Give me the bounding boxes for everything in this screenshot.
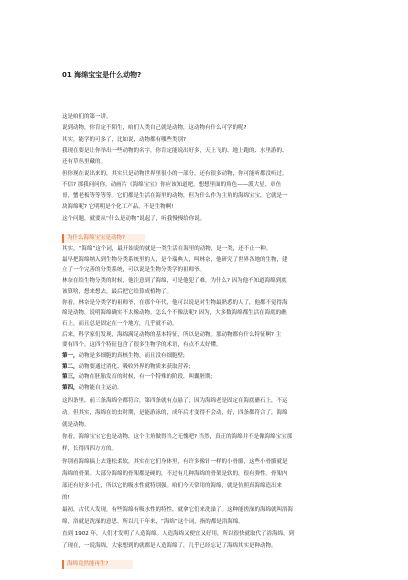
text-line: 其实，“海绵”这个词，最开始说的就是一类生活在海里的动物，是一类，还不止一种。 bbox=[62, 246, 272, 252]
text-line: 绵是动物，说明海绵确实不太像动物。怎么个不像法呢? 因为，大多数海绵都生活在海底的礁 bbox=[62, 310, 287, 317]
page-title: 01 海绵宝宝是什么动物? bbox=[62, 71, 142, 79]
text-line: 就是动物。 bbox=[62, 422, 90, 429]
section-heading-2: 海绵竟然能再生? bbox=[62, 560, 133, 569]
text-line: 后来，科学家们发现，海绵满足动物的基本特征，所以是动物。那动物都有什么特征啊? 主 bbox=[62, 331, 282, 338]
feature-item bbox=[62, 353, 185, 360]
feature-item bbox=[62, 364, 190, 371]
text-line: 海绵的骨架。大部分海绵的骨架都是硬的，不过有几种海绵的骨架是软的，很有弹性。骨架内 bbox=[62, 470, 288, 477]
text-line: 块海绵呢? 它明明是个化工产品，不是生物啊! bbox=[62, 204, 174, 211]
feature-item bbox=[62, 385, 123, 392]
feature-label: 第一， bbox=[62, 353, 79, 359]
text-line: 你别看海绵搞上去蓬松柔软，其实在它们身体里，有许多像针一样的小骨骼，这些小骨骼就是 bbox=[62, 458, 288, 465]
text-line: 哥，蟹老板等等等等。它们都是生活在海里的动物，但为什么作为主角的海绵宝宝，它就是一 bbox=[62, 193, 288, 200]
text-line: 直到 1902 年，人们才发明了人造海绵。人造海绵又便宜又好用，所以很快就取代了浴海绵。到 bbox=[62, 531, 294, 538]
text-line: 的! bbox=[62, 494, 70, 501]
text-line: 样，长得四四方方的。 bbox=[62, 446, 118, 453]
text-line: 要有四个，这四个特征包含了很多生物学的术语，有点不太好懂。 bbox=[62, 342, 222, 349]
text-line: 最早把海绵纳入到生物分类系统里的人，是个瑞典人，叫林奈，他研究了世界各地的生物，建 bbox=[62, 256, 288, 263]
text-line: 立了一个完善的分类系统，可以说是生物分类学的祖师爷。 bbox=[62, 267, 206, 274]
text-line: 了现在，一说海绵，大家想到的就都是人造海绵了，几乎已经忘记了海绵其实是种动物。 bbox=[62, 543, 277, 550]
text-line: 说到动物，你肯定不陌生，咱们人类自己就是动物，这动物有什么可学的呢? bbox=[62, 125, 247, 132]
text-line: 这个问题，就要从“什么是动物”说起了，听我慢慢给你说。 bbox=[62, 215, 206, 222]
text-line: 你看，海绵宝宝它也是动物，这个主角做得当之无愧吧? 当然，真正的海绵并不是像海绵宝宝那 bbox=[62, 434, 293, 441]
text-line: 我现在要是让你举出一些动物的名字，你肯定能说出好多，天上飞的、地上跑的、水里游的、 bbox=[62, 147, 288, 154]
text-line: 这是咱们的第一讲。 bbox=[62, 114, 112, 120]
text-line: 不信? 那我问问你，动画片《海绵宝宝》你应该知道吧，想想里面的角色——派大星、章鱼 bbox=[62, 181, 282, 188]
feature-label: 第二， bbox=[62, 363, 79, 370]
text-line: 你看，林奈是分类学的祖师爷，在那个年代，他可以说是对生物最熟悉的人了，他都不觉得海 bbox=[62, 299, 288, 306]
text-line: 但你现在说出来的，其实只是动物世界里很小的一部分，还有很多动物，你可能听都没听过。 bbox=[62, 170, 288, 177]
text-line: 这四条里，前三条海绵全都符合，第四条就有点悬了，因为海绵老是固定在海底礁石上，不运 bbox=[62, 398, 288, 404]
section-heading: 为什么海绵宝宝是动物? bbox=[62, 234, 145, 243]
feature-label: 第三， bbox=[62, 374, 79, 381]
text-line: 绵，浴就是洗澡的意思。所以几千年来，“海绵”这个词，指的都是浴海绵。 bbox=[62, 519, 244, 525]
feature-item bbox=[62, 374, 212, 381]
text-line: 还有草丛里藏的。 bbox=[62, 159, 107, 166]
feature-text: 动物能自主运动。 bbox=[78, 385, 123, 392]
text-line: 部还有好多小孔，所以它的吸水性就特别强。咱们今天常用的海绵，就是仿照真海绵造出来 bbox=[62, 482, 283, 489]
feature-text: 动物是多细胞的真核生物，而且没有细胞壁; bbox=[78, 353, 185, 359]
feature-label: 第四， bbox=[62, 385, 79, 392]
text-line: 最初，古代人发现，有些海绵有吸水性的特性，就拿它们来洗澡了。这种能搓澡的海绵就叫浴海 bbox=[62, 506, 294, 513]
text-line: 该算啥，想来想去，最后把它给算成植物了。 bbox=[62, 288, 173, 295]
text-line: 林奈在给生物分类的时候，他注意到了海绵，可是他犯了难。为什么? 因为他不知道海绵到底 bbox=[62, 278, 287, 285]
feature-text: 动物要通过消化、吸收外界的物质来获取营养; bbox=[78, 363, 191, 370]
text-line: 动。但其实，海绵在幼虫时期，是能游泳的，成年后才变得不会动，好，四条都符合了，海绵 bbox=[62, 410, 288, 417]
text-line: 石上，而且总是固定在一个地方，几乎就不动。 bbox=[62, 320, 178, 327]
text-line: 其实，能学的可多了，比如说，动物都有哪些类别? bbox=[62, 136, 186, 143]
feature-text: 动物在胚胎发育的时候，有一个特殊的阶段，叫囊胚期; bbox=[78, 374, 213, 381]
